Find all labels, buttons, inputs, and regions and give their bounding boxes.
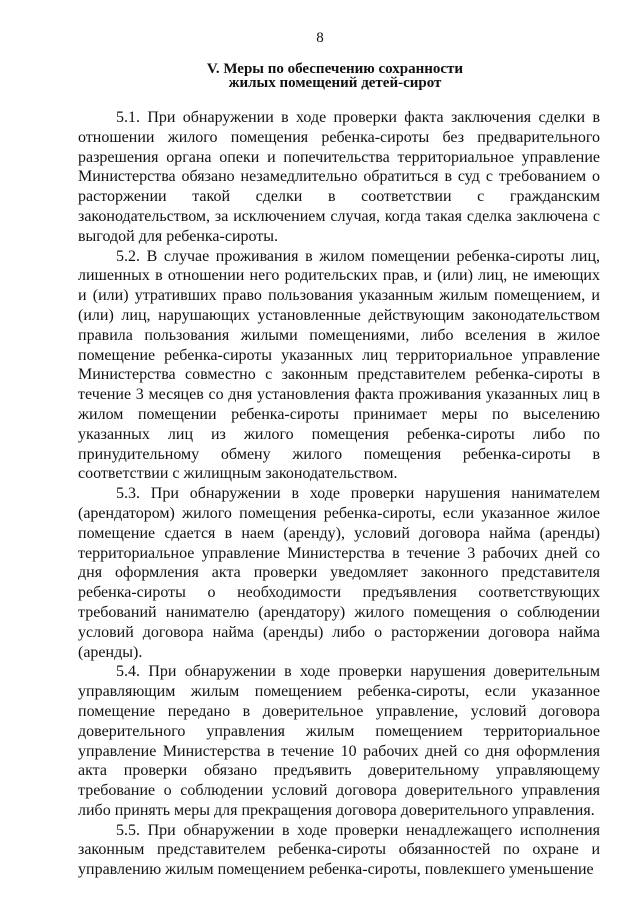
paragraph-5-5: 5.5. При обнаружении в ходе проверки ненадлежащего исполнения законным представителем ребенка-сироты обязанностей по охране и управлению жилым помещением ребенка-сироты, повлекшего уменьшение (78, 821, 600, 879)
section-heading (70, 62, 600, 90)
paragraph-5-2: 5.2. В случае проживания в жилом помещении ребенка-сироты лиц, лишенных в отношении него родительских прав, и (или) лиц, не имеющих и (или) утративших право пользования указанным жилым помещением, и (или) лиц, нарушающих установленные действующим законодательством правила пользования жилыми помещениями, либо вселения в жилое помещение ребенка-сироты указанных лиц территориальное управление Министерства совместно с законным представителем ребенка-сироты в течение 3 месяцев со дня установления факта проживания указанных лиц в жилом помещении ребенка-сироты принимает меры по выселению указанных лиц из жилого помещения ребенка-сироты либо по принудительному обмену жилого помещения ребенка-сироты в соответствии с жилищным законодательством. (78, 247, 600, 483)
section-heading-line-1: V. Меры по обеспечению сохранности (206, 61, 464, 77)
paragraph-5-3: 5.3. При обнаружении в ходе проверки нарушения нанимателем (арендатором) жилого помещения ребенка-сироты, если указанное жилое помещение сдается в наем (аренду), условий договора найма (аренды) территориальное управление Министерства в течение 3 рабочих дней со дня оформления акта проверки уведомляет законного представителя ребенка-сироты о необходимости предъявления соответствующих требований нанимателю (арендатору) жилого помещения о соблюдении условий договора найма (аренды) либо о расторжении договора найма (аренды). (78, 485, 600, 661)
page-number: 8 (316, 30, 324, 46)
paragraph-5-4: 5.4. При обнаружении в ходе проверки нарушения доверительным управляющим жилым помещением ребенка-сироты, если указанное помещение передано в доверительное управление, условий договора доверительного управления жилым помещением территориальное управление Министерства в течение 10 рабочих дней со дня оформления акта проверки обязано предъявить доверительному управляющему требование о соблюдении условий договора доверительного управления либо принять меры для прекращения договора доверительного управления. (78, 663, 600, 819)
document-body (78, 108, 600, 880)
paragraph-5-1: 5.1. При обнаружении в ходе проверки факта заключения сделки в отношении жилого помещения ребенка-сироты без предварительного разрешения органа опеки и попечительства территориальное управление Министерства обязано незамедлительно обратиться в суд с требованием о расторжении такой сделки в соответствии с гражданским законодательством, за исключением случая, когда такая сделка заключена с выгодой для ребенка-сироты. (78, 109, 600, 245)
section-heading-line-2: жилых помещений детей-сирот (228, 75, 442, 91)
